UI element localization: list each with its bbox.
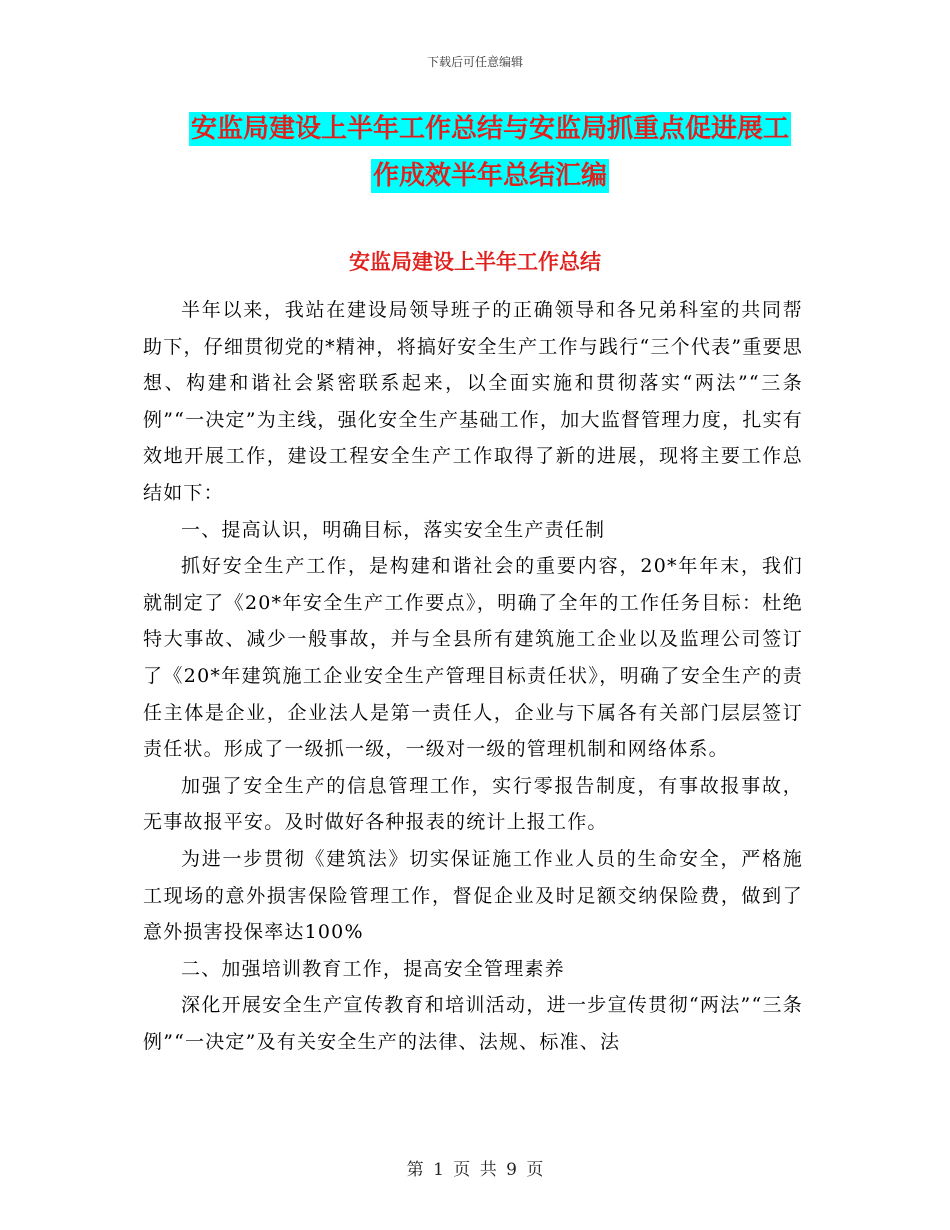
main-title: [140, 106, 840, 200]
paragraph-heading: 二、加强培训教育工作，提高安全管理素养: [181, 957, 565, 980]
paragraph: 深化开展安全生产宣传教育和培训活动，进一步宣传贯彻“两法”“三条例”“一决定”及有关安全生产的法律、法规、标准、法: [143, 994, 803, 1053]
main-title-line-1: 安监局建设上半年工作总结与安监局抓重点促进展工: [190, 114, 789, 144]
header-note: 下载后可任意编辑: [426, 55, 523, 69]
main-title-line-2: 作成效半年总结汇编: [372, 161, 607, 191]
paragraph-heading: 一、提高认识，明确目标，落实安全生产责任制: [181, 518, 606, 541]
paragraph: 半年以来，我站在建设局领导班子的正确领导和各兄弟科室的共同帮助下，仔细贯彻党的*精神，将搞好安全生产工作与践行“三个代表”重要思想、构建和谐社会紧密联系起来，以全面实施和贯彻落实“两法”“三条例”“一决定”为主线，强化安全生产基础工作，加大监督管理力度，扎实有效地开展工作，建设工程安全生产工作取得了新的进展，现将主要工作总结如下：: [143, 299, 803, 504]
body-text: [143, 292, 803, 1060]
paragraph: 为进一步贯彻《建筑法》切实保证施工作业人员的生命安全，严格施工现场的意外损害保险管理工作，督促企业及时足额交纳保险费，做到了意外损害投保率达100%: [143, 847, 803, 944]
section-title: 安监局建设上半年工作总结: [349, 250, 601, 274]
paragraph: 抓好安全生产工作，是构建和谐社会的重要内容，20*年年末，我们就制定了《20*年安全生产工作要点》，明确了全年的工作任务目标：杜绝特大事故、减少一般事故，并与全县所有建筑施工企业以及监理公司签订了《20*年建筑施工企业安全生产管理目标责任状》，明确了安全生产的责任主体是企业，企业法人是第一责任人，企业与下属各有关部门层层签订责任状。形成了一级抓一级，一级对一级的管理机制和网络体系。: [143, 555, 803, 761]
paragraph: 加强了安全生产的信息管理工作，实行零报告制度，有事故报事故，无事故报平安。及时做好各种报表的统计上报工作。: [143, 774, 803, 834]
page-number: 第 1 页 共 9 页: [406, 1160, 544, 1180]
